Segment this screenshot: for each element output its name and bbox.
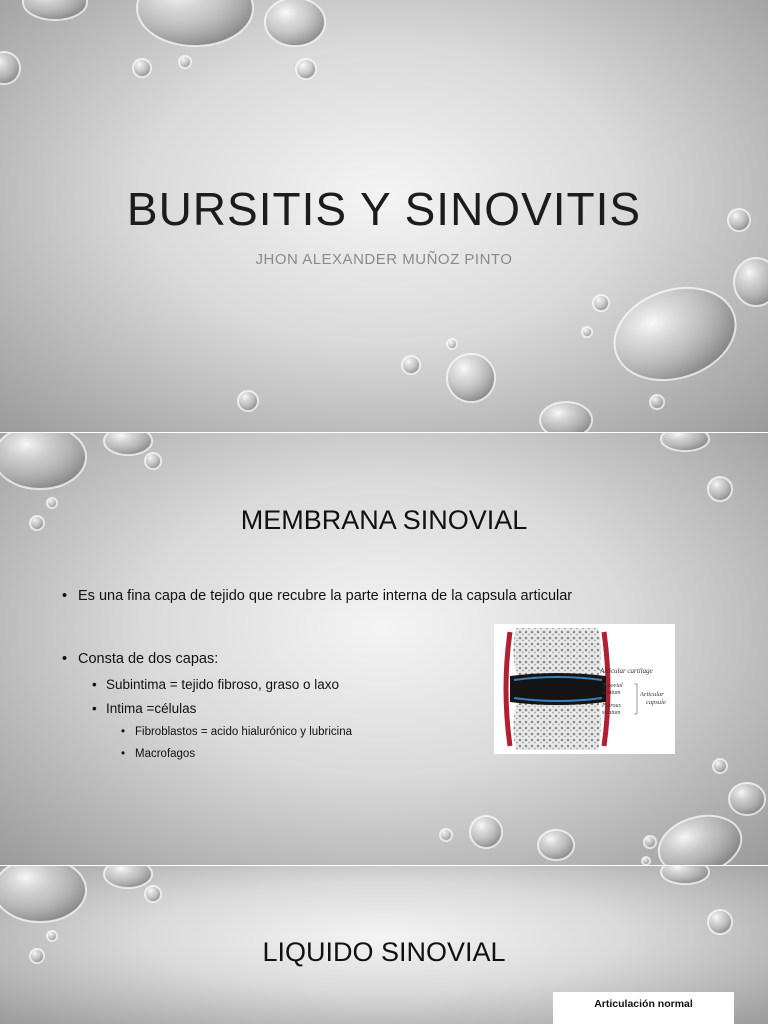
label-articular-cartilage: Articular cartilage <box>600 667 653 675</box>
articulacion-normal-figure <box>553 992 734 1024</box>
label-synovial-1: Synovial <box>602 683 623 689</box>
label-synovial-2: stratum <box>602 690 621 696</box>
label-capsule-2: capsule <box>646 699 666 706</box>
slide-title: MEMBRANA SINOVIAL <box>240 505 528 535</box>
label-fibrous-2: stratum <box>602 710 621 716</box>
synovial-joint-diagram <box>494 624 675 754</box>
content-slide-membrana <box>0 433 768 865</box>
bullet-item: • Consta de dos capas: <box>62 651 218 667</box>
bullet-item-level2: • Subintima = tejido fibroso, graso o laxo <box>92 677 339 692</box>
slide-title: LIQUIDO SINOVIAL <box>262 937 506 967</box>
slide-subtitle: JHON ALEXANDER MUÑOZ PINTO <box>255 251 513 268</box>
bullet-item-level2: • Intima =células <box>92 701 196 716</box>
content-slide-liquido <box>0 866 768 1024</box>
title-slide <box>0 0 768 432</box>
label-fibrous-1: Fibrous <box>602 703 621 709</box>
bullet-item-level3: • Fibroblastos = acido hialurónico y lubricina <box>121 726 352 738</box>
label-capsule-1: Articular <box>640 691 664 698</box>
figure-caption: Articulación normal <box>594 998 693 1010</box>
bullet-item-level3: • Macrofagos <box>121 748 195 760</box>
slide-title: BURSITIS Y SINOVITIS <box>126 183 642 235</box>
bullet-item: • Es una fina capa de tejido que recubre la parte interna de la capsula articular <box>62 588 572 604</box>
